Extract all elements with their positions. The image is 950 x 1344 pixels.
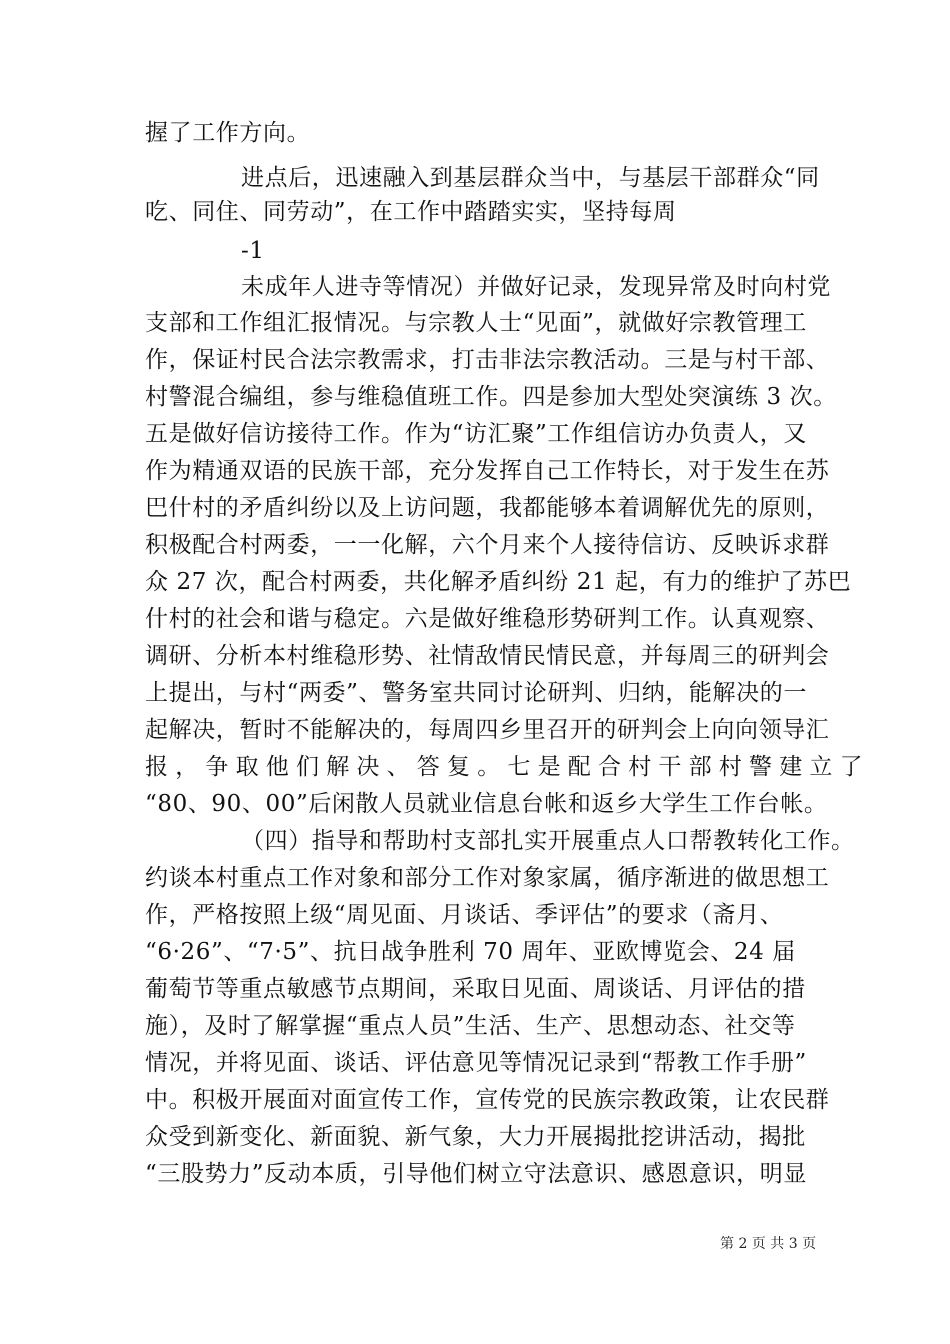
text-line: 积极配合村两委，一一化解，六个月来个人接待信访、反映诉求群 [145, 532, 830, 558]
text-line: 上提出，与村“两委”、警务室共同讨论研判、归纳，能解决的一 [145, 680, 807, 706]
text-line: 报，争取他们解决、答复。七是配合村干部村警建立了 [145, 754, 870, 780]
text-line: 中。积极开展面对面宣传工作，宣传党的民族宗教政策，让农民群 [145, 1087, 830, 1113]
text-line: 进点后，迅速融入到基层群众当中，与基层干部群众“同 [241, 165, 820, 191]
text-line: 作，严格按照上级“周见面、月谈话、季评估”的要求（斋月、 [145, 902, 784, 928]
text-line: 众 27 次，配合村两委，共化解矛盾纠纷 21 起，有力的维护了苏巴 [145, 569, 852, 595]
text-line: 握了工作方向。 [145, 120, 311, 146]
page-break-marker: -1 [241, 238, 265, 264]
text-line: 施），及时了解掌握“重点人员”生活、生产、思想动态、社交等 [145, 1013, 796, 1039]
text-line: 巴什村的矛盾纠纷以及上访问题，我都能够本着调解优先的原则， [145, 495, 830, 521]
text-line: 作为精通双语的民族干部，充分发挥自己工作特长，对于发生在苏 [145, 458, 830, 484]
text-line: “80、90、00”后闲散人员就业信息台帐和返乡大学生工作台帐。 [145, 791, 828, 817]
text-line: 情况，并将见面、谈话、评估意见等情况记录到“帮教工作手册” [145, 1050, 807, 1076]
text-line: （四）指导和帮助村支部扎实开展重点人口帮教转化工作。 [241, 828, 855, 854]
text-line: 未成年人进寺等情况）并做好记录，发现异常及时向村党 [241, 274, 831, 300]
text-line: 众受到新变化、新面貌、新气象，大力开展揭批挖讲活动，揭批 [145, 1124, 806, 1150]
page-number-footer: 第 2 页 共 3 页 [720, 1236, 817, 1252]
text-line: 调研、分析本村维稳形势、社情敌情民情民意，并每周三的研判会 [145, 643, 830, 669]
text-line: 吃、同住、同劳动”，在工作中踏踏实实，坚持每周 [145, 199, 677, 225]
text-line: 葡萄节等重点敏感节点期间，采取日见面、周谈话、月评估的措 [145, 976, 806, 1002]
text-line: “三股势力”反动本质，引导他们树立守法意识、感恩意识，明显 [145, 1161, 807, 1187]
text-line: 作，保证村民合法宗教需求，打击非法宗教活动。三是与村干部、 [145, 347, 830, 373]
text-line: 约谈本村重点工作对象和部分工作对象家属，循序渐进的做思想工 [145, 865, 830, 891]
text-line: 五是做好信访接待工作。作为“访汇聚”工作组信访办负责人，又 [145, 421, 807, 447]
text-line: 什村的社会和谐与稳定。六是做好维稳形势研判工作。认真观察、 [145, 606, 830, 632]
text-line: 村警混合编组，参与维稳值班工作。四是参加大型处突演练 3 次。 [145, 384, 837, 410]
text-line: 支部和工作组汇报情况。与宗教人士“见面”，就做好宗教管理工 [145, 310, 807, 336]
text-line: 起解决，暂时不能解决的，每周四乡里召开的研判会上向向领导汇 [145, 717, 830, 743]
text-line: “6·26”、“7·5”、抗日战争胜利 70 周年、亚欧博览会、24 届 [145, 939, 796, 965]
